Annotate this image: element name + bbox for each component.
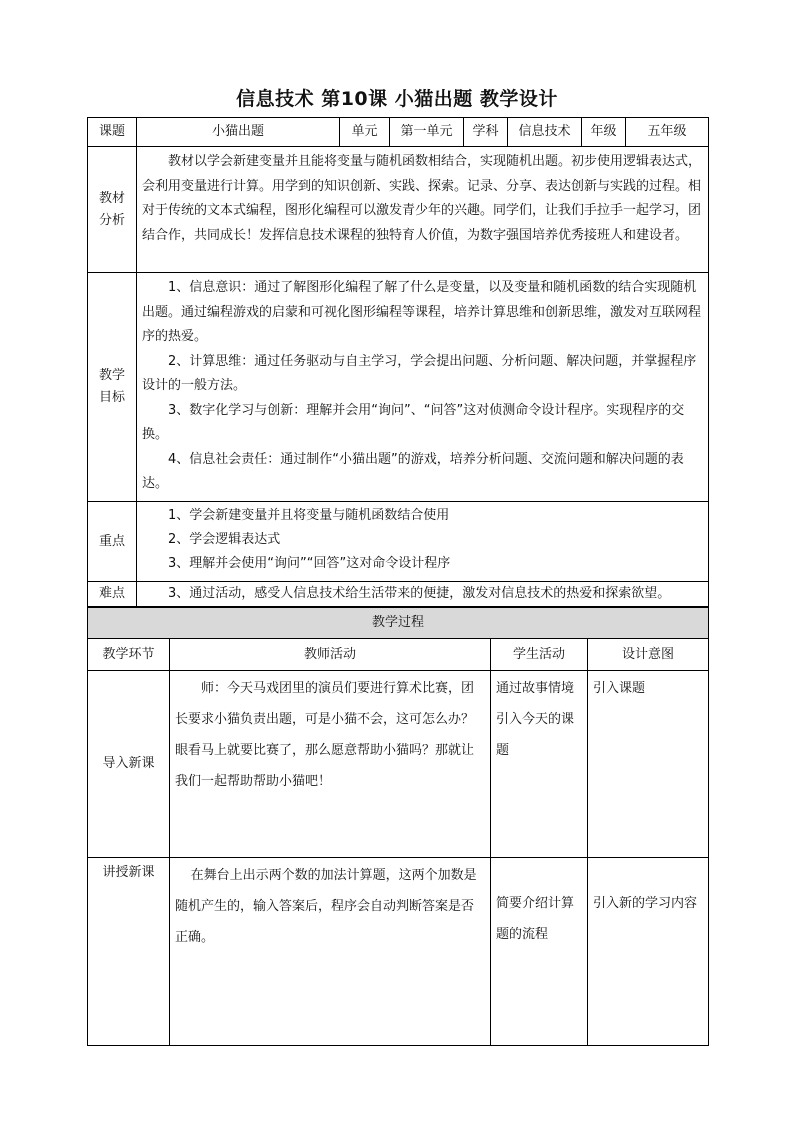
process-row-new [88, 858, 709, 1046]
goal-item: 4、信息社会责任：通过制作“小猫出题”的游戏，培养分析问题、交流问题和解决问题的表达。 [142, 451, 684, 491]
unit-value: 第一单元 [390, 118, 464, 147]
goal-item: 3、数字化学习与创新：理解并会用“询问”、“问答”这对侦测命令设计程序。实现程序的交换。 [142, 402, 685, 442]
topic-label: 课题 [88, 118, 137, 147]
unit-label: 单元 [340, 118, 390, 147]
stage-cell: 讲授新课 [88, 858, 170, 1046]
column-student: 学生活动 [491, 639, 588, 671]
difficulty-row [88, 582, 709, 607]
process-columns-row [88, 639, 709, 671]
grade-label: 年级 [582, 118, 626, 147]
student-activity-cell: 通过故事情境引入今天的课题 [491, 671, 588, 858]
analysis-text-cell [137, 147, 709, 273]
goals-label-line2: 目标 [98, 390, 125, 405]
process-header: 教学过程 [88, 608, 709, 639]
key-points-row [88, 502, 709, 582]
process-header-row [88, 608, 709, 639]
key-points-label: 重点 [88, 502, 137, 582]
goals-label [88, 273, 137, 502]
key-point-item: 3、理解并会使用“询问”“回答”这对命令设计程序 [168, 556, 451, 571]
goal-item: 2、计算思维：通过任务驱动与自主学习，学会提出问题、分析问题、解决问题，并掌握程序设计的一般方法。 [142, 353, 697, 393]
subject-label: 学科 [464, 118, 508, 147]
teacher-activity-cell: 在舞台上出示两个数的加法计算题，这两个加数是随机产生的，输入答案后，程序会自动判断答案是否正确。 [170, 858, 491, 1046]
grade-value: 五年级 [626, 118, 709, 147]
goals-text-cell [137, 273, 709, 502]
goals-label-line1: 教学 [98, 368, 125, 383]
analysis-text: 教材以学会新建变量并且能将变量与随机函数相结合，实现随机出题。初步使用逻辑表达式，会利用变量进行计算。用学到的知识创新、实践、探索。记录、分享、表达创新与实践的过程。相对于传统的文本式编程，图形化编程可以激发青少年的兴趣。同学们，让我们手拉手一起学习，团结合作，共同成长！发挥信息技术课程的独特育人价值，为数字强国培养优秀接班人和建设者。 [142, 154, 702, 243]
key-point-item: 1、学会新建变量并且将变量与随机函数结合使用 [168, 508, 450, 523]
analysis-row [88, 147, 709, 273]
subject-value: 信息技术 [508, 118, 582, 147]
analysis-label-line2: 分析 [98, 212, 125, 228]
analysis-label [88, 147, 137, 273]
column-teacher: 教师活动 [170, 639, 491, 671]
key-point-item: 2、学会逻辑表达式 [168, 532, 281, 547]
key-points-cell [137, 502, 709, 582]
student-activity-cell: 简要介绍计算题的流程 [491, 858, 588, 1046]
document-title: 信息技术 第10课 小猫出题 教学设计 [236, 88, 558, 110]
goals-row [88, 273, 709, 502]
difficulty-text: 3、通过活动，感受人信息技术给生活带来的便捷，激发对信息技术的热爱和探索欲望。 [137, 582, 709, 607]
design-intent-cell: 引入新的学习内容 [588, 858, 709, 1046]
difficulty-label: 难点 [88, 582, 137, 607]
design-intent-cell: 引入课题 [588, 671, 709, 858]
info-row [88, 118, 709, 147]
analysis-label-line1: 教材 [98, 190, 125, 206]
column-intent: 设计意图 [588, 639, 709, 671]
teaching-process-table [87, 607, 709, 1046]
process-row-intro [88, 671, 709, 858]
goal-item: 1、信息意识：通过了解图形化编程了解了什么是变量，以及变量和随机函数的结合实现随机出题。通过编程游戏的启蒙和可视化图形编程等课程，培养计算思维和创新思维，激发对互联网程序的热爱。 [142, 280, 702, 344]
teacher-activity-cell: 师：今天马戏团里的演员们要进行算术比赛，团长要求小猫负责出题，可是小猫不会，这可怎么办？眼看马上就要比赛了，那么愿意帮助小猫吗？那就让我们一起帮助帮助小猫吧！ [170, 671, 491, 858]
stage-cell: 导入新课 [88, 671, 170, 858]
lesson-info-table [87, 117, 709, 607]
column-stage: 教学环节 [88, 639, 170, 671]
topic-value: 小猫出题 [137, 118, 340, 147]
